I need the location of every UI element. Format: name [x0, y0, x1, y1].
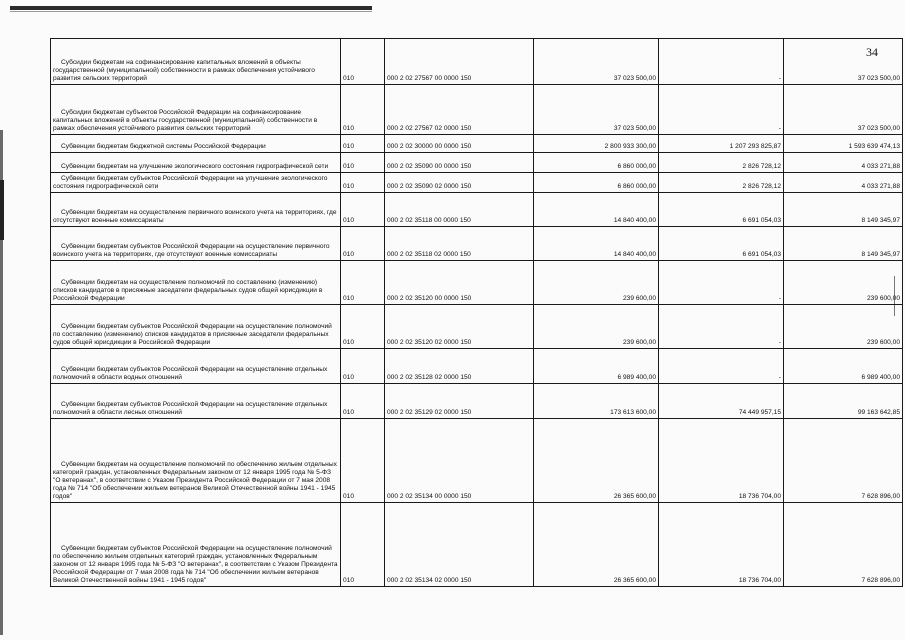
row-code: 010 [341, 503, 385, 587]
row-approved: 6 989 400,00 [534, 349, 659, 384]
row-kbk: 000 2 02 35134 00 0000 150 [385, 419, 534, 503]
row-name-text: Субвенции бюджетам субъектов Российской Федерации на осуществление первичного воинского учета на территориях, где отсутствуют военные комиссариаты [53, 243, 330, 258]
table-row [51, 261, 903, 305]
top-scan-edge-thin [10, 11, 372, 12]
left-scan-mark [0, 180, 4, 240]
table-row [51, 419, 903, 503]
row-approved: 173 613 600,00 [534, 384, 659, 419]
table-row [51, 39, 903, 85]
table-row [51, 173, 903, 193]
row-remaining: 4 033 271,88 [784, 173, 903, 193]
row-name-text: Субвенции бюджетам субъектов Российской Федерации на осуществление отдельных полномочий в области лесных отношений [53, 401, 328, 416]
row-executed: - [659, 85, 784, 135]
row-name [51, 135, 341, 153]
row-approved: 6 860 000,00 [534, 173, 659, 193]
row-kbk: 000 2 02 35090 00 0000 150 [385, 153, 534, 173]
row-executed: 6 691 054,03 [659, 193, 784, 227]
row-executed: 2 826 728,12 [659, 173, 784, 193]
row-kbk: 000 2 02 27567 02 0000 150 [385, 85, 534, 135]
top-scan-edge [10, 6, 372, 10]
row-approved: 37 023 500,00 [534, 85, 659, 135]
table-row [51, 305, 903, 349]
row-kbk: 000 2 02 27567 00 0000 150 [385, 39, 534, 85]
row-name [51, 153, 341, 173]
row-executed: - [659, 349, 784, 384]
row-approved: 26 365 600,00 [534, 419, 659, 503]
row-name [51, 39, 341, 85]
row-kbk: 000 2 02 35120 00 0000 150 [385, 261, 534, 305]
row-remaining: 239 600,00 [784, 261, 903, 305]
row-name-text: Субвенции бюджетам бюджетной системы Российской Федерации [61, 143, 266, 150]
row-code: 010 [341, 227, 385, 261]
row-code: 010 [341, 419, 385, 503]
row-kbk: 000 2 02 35090 02 0000 150 [385, 173, 534, 193]
row-remaining: 99 163 642,85 [784, 384, 903, 419]
row-kbk: 000 2 02 35134 02 0000 150 [385, 503, 534, 587]
budget-table-body [51, 39, 903, 587]
row-kbk: 000 2 02 35118 00 0000 150 [385, 193, 534, 227]
row-remaining: 8 149 345,97 [784, 193, 903, 227]
row-remaining: 4 033 271,88 [784, 153, 903, 173]
row-name-text: Субвенции бюджетам на улучшение экологического состояния гидрографической сети [61, 163, 329, 170]
row-code: 010 [341, 135, 385, 153]
row-executed: - [659, 305, 784, 349]
row-name [51, 193, 341, 227]
row-remaining: 239 600,00 [784, 305, 903, 349]
row-remaining: 6 989 400,00 [784, 349, 903, 384]
row-name-text: Субвенции бюджетам субъектов Российской Федерации на осуществление полномочий по обеспечению жильем отдельных категорий граждан, установленных Федеральным законом от 12 января 1995 года № 5-ФЗ "О ветеранах", в соответствии с Указом Президента Российской Федерации от 7 мая 2008 года № 714 "Об обеспечении жильем ветеранов Великой Отечественной войны 1941 - 1945 годов" [53, 545, 338, 584]
table-row [51, 227, 903, 261]
row-code: 010 [341, 173, 385, 193]
row-approved: 14 840 400,00 [534, 193, 659, 227]
row-kbk: 000 2 02 35118 02 0000 150 [385, 227, 534, 261]
row-name [51, 85, 341, 135]
row-executed: 74 449 957,15 [659, 384, 784, 419]
table-row [51, 135, 903, 153]
row-code: 010 [341, 39, 385, 85]
row-kbk: 000 2 02 35120 02 0000 150 [385, 305, 534, 349]
row-approved: 14 840 400,00 [534, 227, 659, 261]
row-name [51, 227, 341, 261]
row-name-text: Субсидии бюджетам субъектов Российской Федерации на софинансирование капитальных вложений в объекты государственной (муниципальной) собственности в рамках обеспечения устойчивого развития сельских территорий [53, 109, 318, 132]
row-name-text: Субвенции бюджетам на осуществление первичного воинского учета на территориях, где отсутствуют военные комиссариаты [53, 209, 337, 224]
row-code: 010 [341, 349, 385, 384]
row-executed: 6 691 054,03 [659, 227, 784, 261]
row-code: 010 [341, 193, 385, 227]
table-row [51, 153, 903, 173]
row-name [51, 419, 341, 503]
row-remaining: 37 023 500,00 [784, 85, 903, 135]
row-name-text: Субвенции бюджетам субъектов Российской Федерации на осуществление полномочий по составлению (изменению) списков кандидатов в присяжные заседатели федеральных судов общей юрисдикции в Российской Федерации [53, 323, 332, 346]
row-kbk: 000 2 02 35128 02 0000 150 [385, 349, 534, 384]
table-row [51, 384, 903, 419]
row-executed: - [659, 39, 784, 85]
row-remaining: 8 149 345,97 [784, 227, 903, 261]
row-approved: 2 800 933 300,00 [534, 135, 659, 153]
page-number: 34 [866, 45, 878, 59]
row-code: 010 [341, 305, 385, 349]
row-code: 010 [341, 85, 385, 135]
row-executed: 2 826 728,12 [659, 153, 784, 173]
row-name [51, 349, 341, 384]
row-code: 010 [341, 384, 385, 419]
row-name-text: Субвенции бюджетам субъектов Российской Федерации на улучшение экологического состояния гидрографической сети [53, 175, 328, 190]
row-kbk: 000 2 02 35129 02 0000 150 [385, 384, 534, 419]
row-remaining: 7 628 896,00 [784, 419, 903, 503]
row-name-text: Субсидии бюджетам на софинансирование капитальных вложений в объекты государственной (муниципальной) собственности в рамках обеспечения устойчивого развития сельских территорий [53, 59, 315, 82]
row-executed: - [659, 261, 784, 305]
row-name [51, 173, 341, 193]
row-approved: 37 023 500,00 [534, 39, 659, 85]
table-row [51, 503, 903, 587]
row-name [51, 384, 341, 419]
budget-table [50, 38, 903, 587]
row-remaining: 1 593 639 474,13 [784, 135, 903, 153]
row-approved: 26 365 600,00 [534, 503, 659, 587]
row-remaining: 37 023 500,00 [784, 39, 903, 85]
row-name-text: Субвенции бюджетам на осуществление полномочий по составлению (изменению) списков кандидатов в присяжные заседатели федеральных судов общей юрисдикции в Российской Федерации [53, 279, 323, 302]
row-name-text: Субвенции бюджетам субъектов Российской Федерации на осуществление отдельных полномочий в области водных отношений [53, 366, 328, 381]
table-row [51, 349, 903, 384]
row-executed: 1 207 293 825,87 [659, 135, 784, 153]
table-row [51, 85, 903, 135]
row-code: 010 [341, 153, 385, 173]
row-remaining: 7 628 896,00 [784, 503, 903, 587]
row-executed: 18 736 704,00 [659, 503, 784, 587]
row-kbk: 000 2 02 30000 00 0000 150 [385, 135, 534, 153]
row-name [51, 261, 341, 305]
row-approved: 239 600,00 [534, 305, 659, 349]
table-row [51, 193, 903, 227]
row-code: 010 [341, 261, 385, 305]
row-approved: 239 600,00 [534, 261, 659, 305]
row-name [51, 305, 341, 349]
row-approved: 6 860 000,00 [534, 153, 659, 173]
row-name [51, 503, 341, 587]
row-executed: 18 736 704,00 [659, 419, 784, 503]
row-name-text: Субвенции бюджетам на осуществление полномочий по обеспечению жильем отдельных категорий граждан, установленных Федеральным законом от 12 января 1995 года № 5-ФЗ "О ветеранах", в соответствии с Указом Президента Российской Федерации от 7 мая 2008 года № 714 "Об обеспечении жильем ветеранов Великой Отечественной войны 1941 - 1945 годов" [53, 461, 337, 500]
